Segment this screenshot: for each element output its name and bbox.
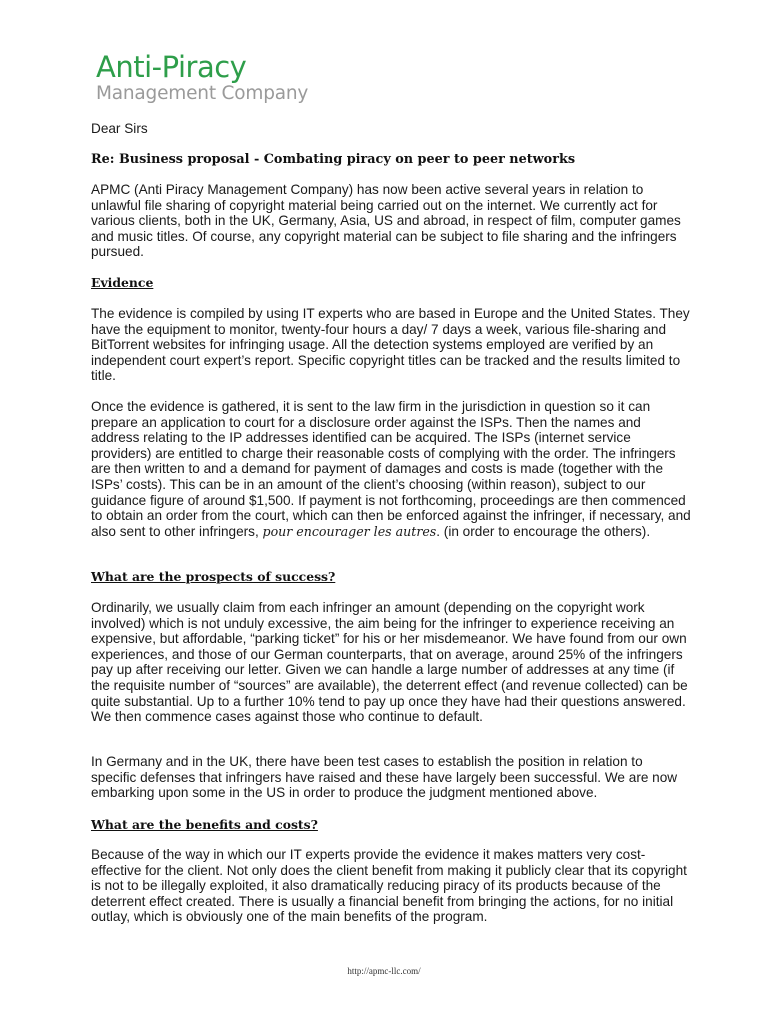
evidence-paragraph-2 <box>91 399 691 539</box>
logo-sub-text: Management Company <box>96 83 309 104</box>
prospects-paragraph-2: In Germany and in the UK, there have been test cases to establish the position in relation to specific defenses that infringers have raised and these have largely been successful. We are now embarking upon some in the US in order to produce the judgment mentioned above. <box>91 754 678 801</box>
evidence-paragraph-1: The evidence is compiled by using IT experts who are based in Europe and the United States. They have the equipment to monitor, twenty-four hours a day/ 7 days a week, various file-sharing and BitTorrent websites for infringing usage. All the detection systems employed are verified by an independent court expert’s report. Specific copyright titles can be tracked and the results limited to title. <box>91 306 690 384</box>
evidence-p2-italic: pour encourager les autres <box>262 523 437 539</box>
prospects-heading: What are the prospects of success? <box>91 569 336 584</box>
evidence-p2-tail: . (in order to encourage the others). <box>436 523 651 539</box>
footer-url[interactable]: http://apmc-llc.com/ <box>347 966 421 976</box>
intro-paragraph: APMC (Anti Piracy Management Company) has now been active several years in relation to unlawful file sharing of copyright material being carried out on the internet. We currently act for various clients, both in the UK, Germany, Asia, US and abroad, in respect of film, computer games and music titles. Of course, any copyright material can be subject to file sharing and the infringers pursued. <box>91 182 681 260</box>
benefits-heading: What are the benefits and costs? <box>91 817 318 832</box>
evidence-p2-main: Once the evidence is gathered, it is sent to the law firm in the jurisdiction in question so it can prepare an application to court for a disclosure order against the ISPs. Then the names and address relating to the IP addresses identified can be acquired. The ISPs (internet service providers) are entitled to charge their reasonable costs of complying with the order. The infringers are then written to and a demand for payment of damages and costs is made (together with the ISPs’ costs). This can be in an amount of the client’s choosing (within reason), subject to our guidance figure of around $1,500. If payment is not forthcoming, proceedings are then commenced to obtain an order from the court, which can then be enforced against the infringer, if necessary, and also sent to other infringers, <box>91 399 691 539</box>
prospects-paragraph-1: Ordinarily, we usually claim from each infringer an amount (depending on the copyright work involved) which is not unduly excessive, the aim being for the infringer to experience receiving an expensive, but affordable, “parking ticket” for his or her misdemeanor. We have found from our own experiences, and those of our German counterparts, that on average, around 25% of the infringers pay up after receiving our letter. Given we can handle a large number of addresses at any time (if the requisite number of “sources” are available), the deterrent effect (and revenue collected) can be quite substantial. Up to a further 10% tend to pay up once they have had their questions answered. We then commence cases against those who continue to default. <box>91 600 688 725</box>
salutation: Dear Sirs <box>91 121 148 136</box>
subject-line: Re: Business proposal - Combating piracy on peer to peer networks <box>91 152 576 167</box>
logo-main-text: Anti-Piracy <box>96 50 247 84</box>
company-logo <box>96 50 308 104</box>
benefits-paragraph-1: Because of the way in which our IT experts provide the evidence it makes matters very cost-effective for the client. Not only does the client benefit from making it publicly clear that its copyright is not to be illegally exploited, it also dramatically reducing piracy of its products because of the deterrent effect created. There is usually a financial benefit from bringing the actions, for no initial outlay, which is obviously one of the main benefits of the program. <box>91 847 687 925</box>
evidence-heading: Evidence <box>91 275 154 290</box>
